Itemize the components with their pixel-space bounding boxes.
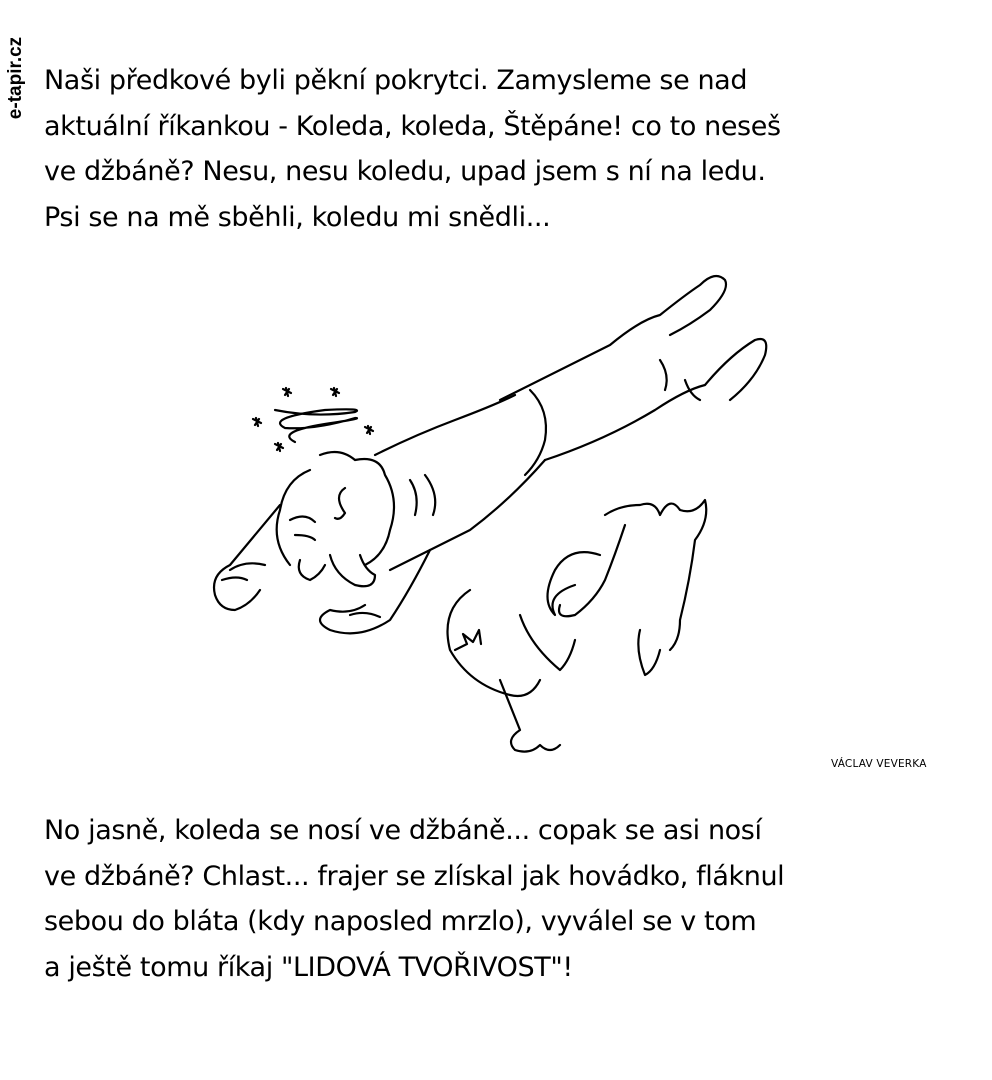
text-line: Naši předkové byli pěkní pokrytci. Zamysleme se nad [44,65,748,96]
text-line: aktuální říkankou - Koleda, koleda, Štěpáne! co to neseš [44,110,781,142]
text-line: ve džbáně? Chlast... frajer se zlískal jak hovádko, fláknul [44,860,785,892]
site-watermark [2,18,30,138]
text-line: Psi se na mě sběhli, koledu mi snědli... [44,201,551,233]
punchline-paragraph [44,808,784,990]
cartoon-illustration [200,270,850,770]
text-line: a ještě tomu říkaj "LIDOVÁ TVOŘIVOST"! [44,951,573,983]
artist-signature: VÁCLAV VEVERKA [831,758,927,770]
text-line: No jasně, koleda se nosí ve džbáně... copak se asi nosí [44,815,762,846]
text-line: sebou do bláta (kdy naposled mrzlo), vyválel se v tom [44,906,757,937]
text-line: ve džbáně? Nesu, nesu koledu, upad jsem s ní na ledu. [44,156,766,187]
watermark-text: e-tapir.cz [5,36,26,120]
man-and-dog-drawing-icon [200,270,850,770]
intro-paragraph [44,58,781,240]
